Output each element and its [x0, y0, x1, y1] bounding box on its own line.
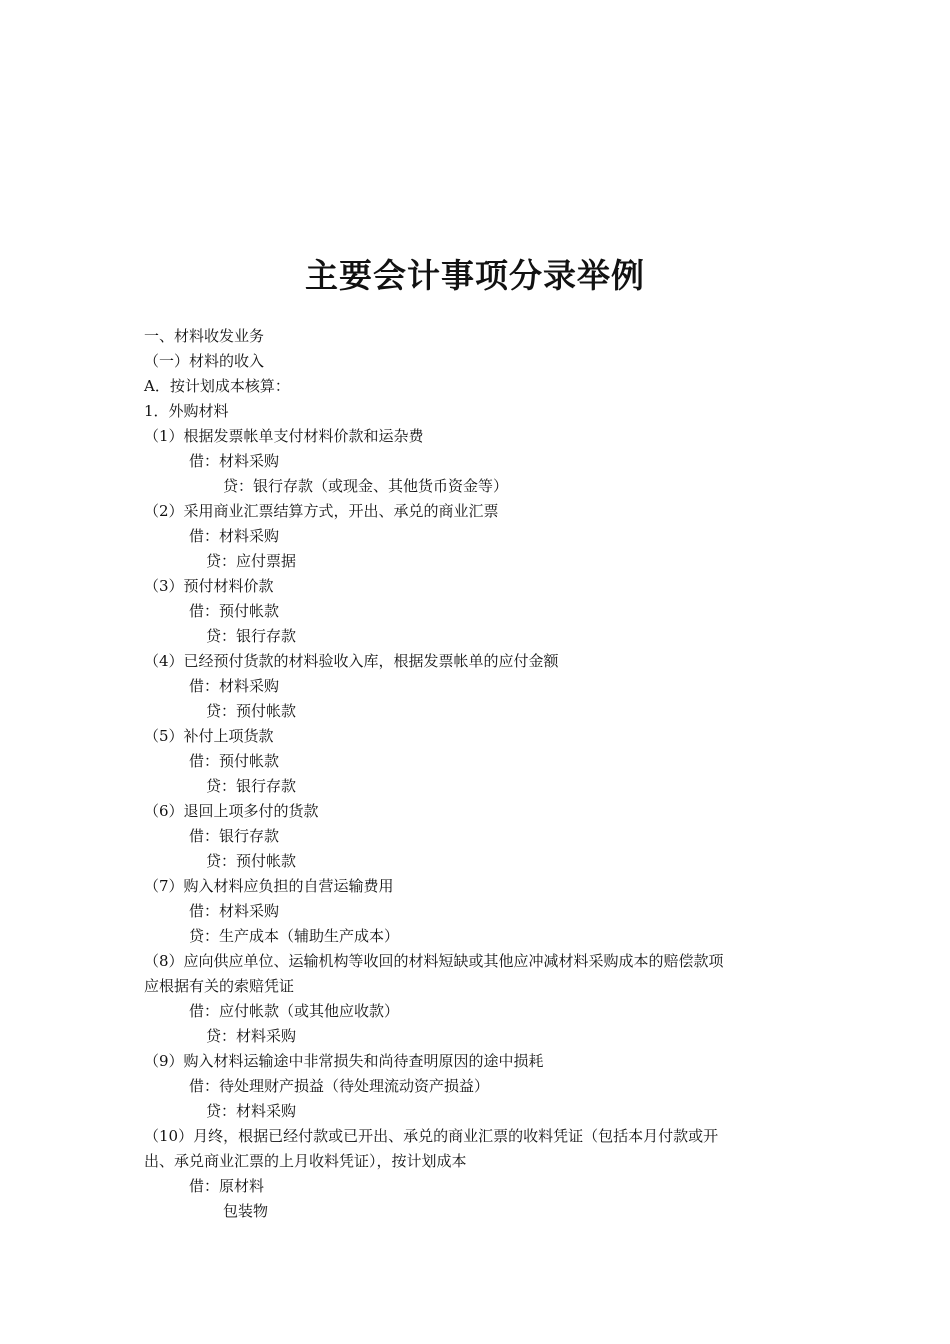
text-line: （7）购入材料应负担的自营运输费用	[144, 877, 394, 895]
text-line: A．按计划成本核算：	[144, 377, 290, 395]
text-line: 包装物	[223, 1202, 269, 1220]
page-title: 主要会计事项分录举例	[305, 256, 645, 295]
text-line: 贷：银行存款（或现金、其他货币资金等）	[223, 477, 509, 495]
text-line: 贷：应付票据	[206, 552, 297, 570]
text-line: （10）月终，根据已经付款或已开出、承兑的商业汇票的收料凭证（包括本月付款或开	[144, 1127, 719, 1145]
text-line: 借：材料采购	[189, 452, 280, 470]
text-line: 借：待处理财产损益（待处理流动资产损益）	[189, 1077, 490, 1095]
text-line: 贷：银行存款	[206, 627, 297, 645]
text-line: 应根据有关的索赔凭证	[144, 977, 295, 995]
text-line: （3）预付材料价款	[144, 577, 274, 595]
text-line: 借：预付帐款	[189, 752, 280, 770]
text-line: 借：原材料	[189, 1177, 265, 1195]
text-line: （6）退回上项多付的货款	[144, 802, 319, 820]
text-line: 借：材料采购	[189, 902, 280, 920]
text-line: 一、材料收发业务	[144, 327, 265, 345]
text-line: （8）应向供应单位、运输机构等收回的材料短缺或其他应冲减材料采购成本的赔偿款项	[144, 952, 724, 970]
text-line: （2）采用商业汇票结算方式，开出、承兑的商业汇票	[144, 502, 499, 520]
text-line: 贷：生产成本（辅助生产成本）	[189, 927, 400, 945]
text-line: 借：应付帐款（或其他应收款）	[189, 1002, 400, 1020]
text-line: 借：材料采购	[189, 677, 280, 695]
text-line: （5）补付上项货款	[144, 727, 274, 745]
text-line: （9）购入材料运输途中非常损失和尚待查明原因的途中损耗	[144, 1052, 544, 1070]
text-line: （4）已经预付货款的材料验收入库，根据发票帐单的应付金额	[144, 652, 559, 670]
text-line: 1．外购材料	[144, 402, 229, 420]
text-line: 贷：材料采购	[206, 1027, 297, 1045]
document-body	[144, 324, 824, 1224]
text-line: 借：银行存款	[189, 827, 280, 845]
text-line: 出、承兑商业汇票的上月收料凭证），按计划成本	[144, 1152, 467, 1170]
text-line: 贷：预付帐款	[206, 702, 297, 720]
text-line: （1）根据发票帐单支付材料价款和运杂费	[144, 427, 424, 445]
text-line: （一）材料的收入	[144, 352, 265, 370]
text-line: 贷：预付帐款	[206, 852, 297, 870]
text-line: 贷：材料采购	[206, 1102, 297, 1120]
text-line: 贷：银行存款	[206, 777, 297, 795]
text-line: 借：预付帐款	[189, 602, 280, 620]
text-line: 借：材料采购	[189, 527, 280, 545]
